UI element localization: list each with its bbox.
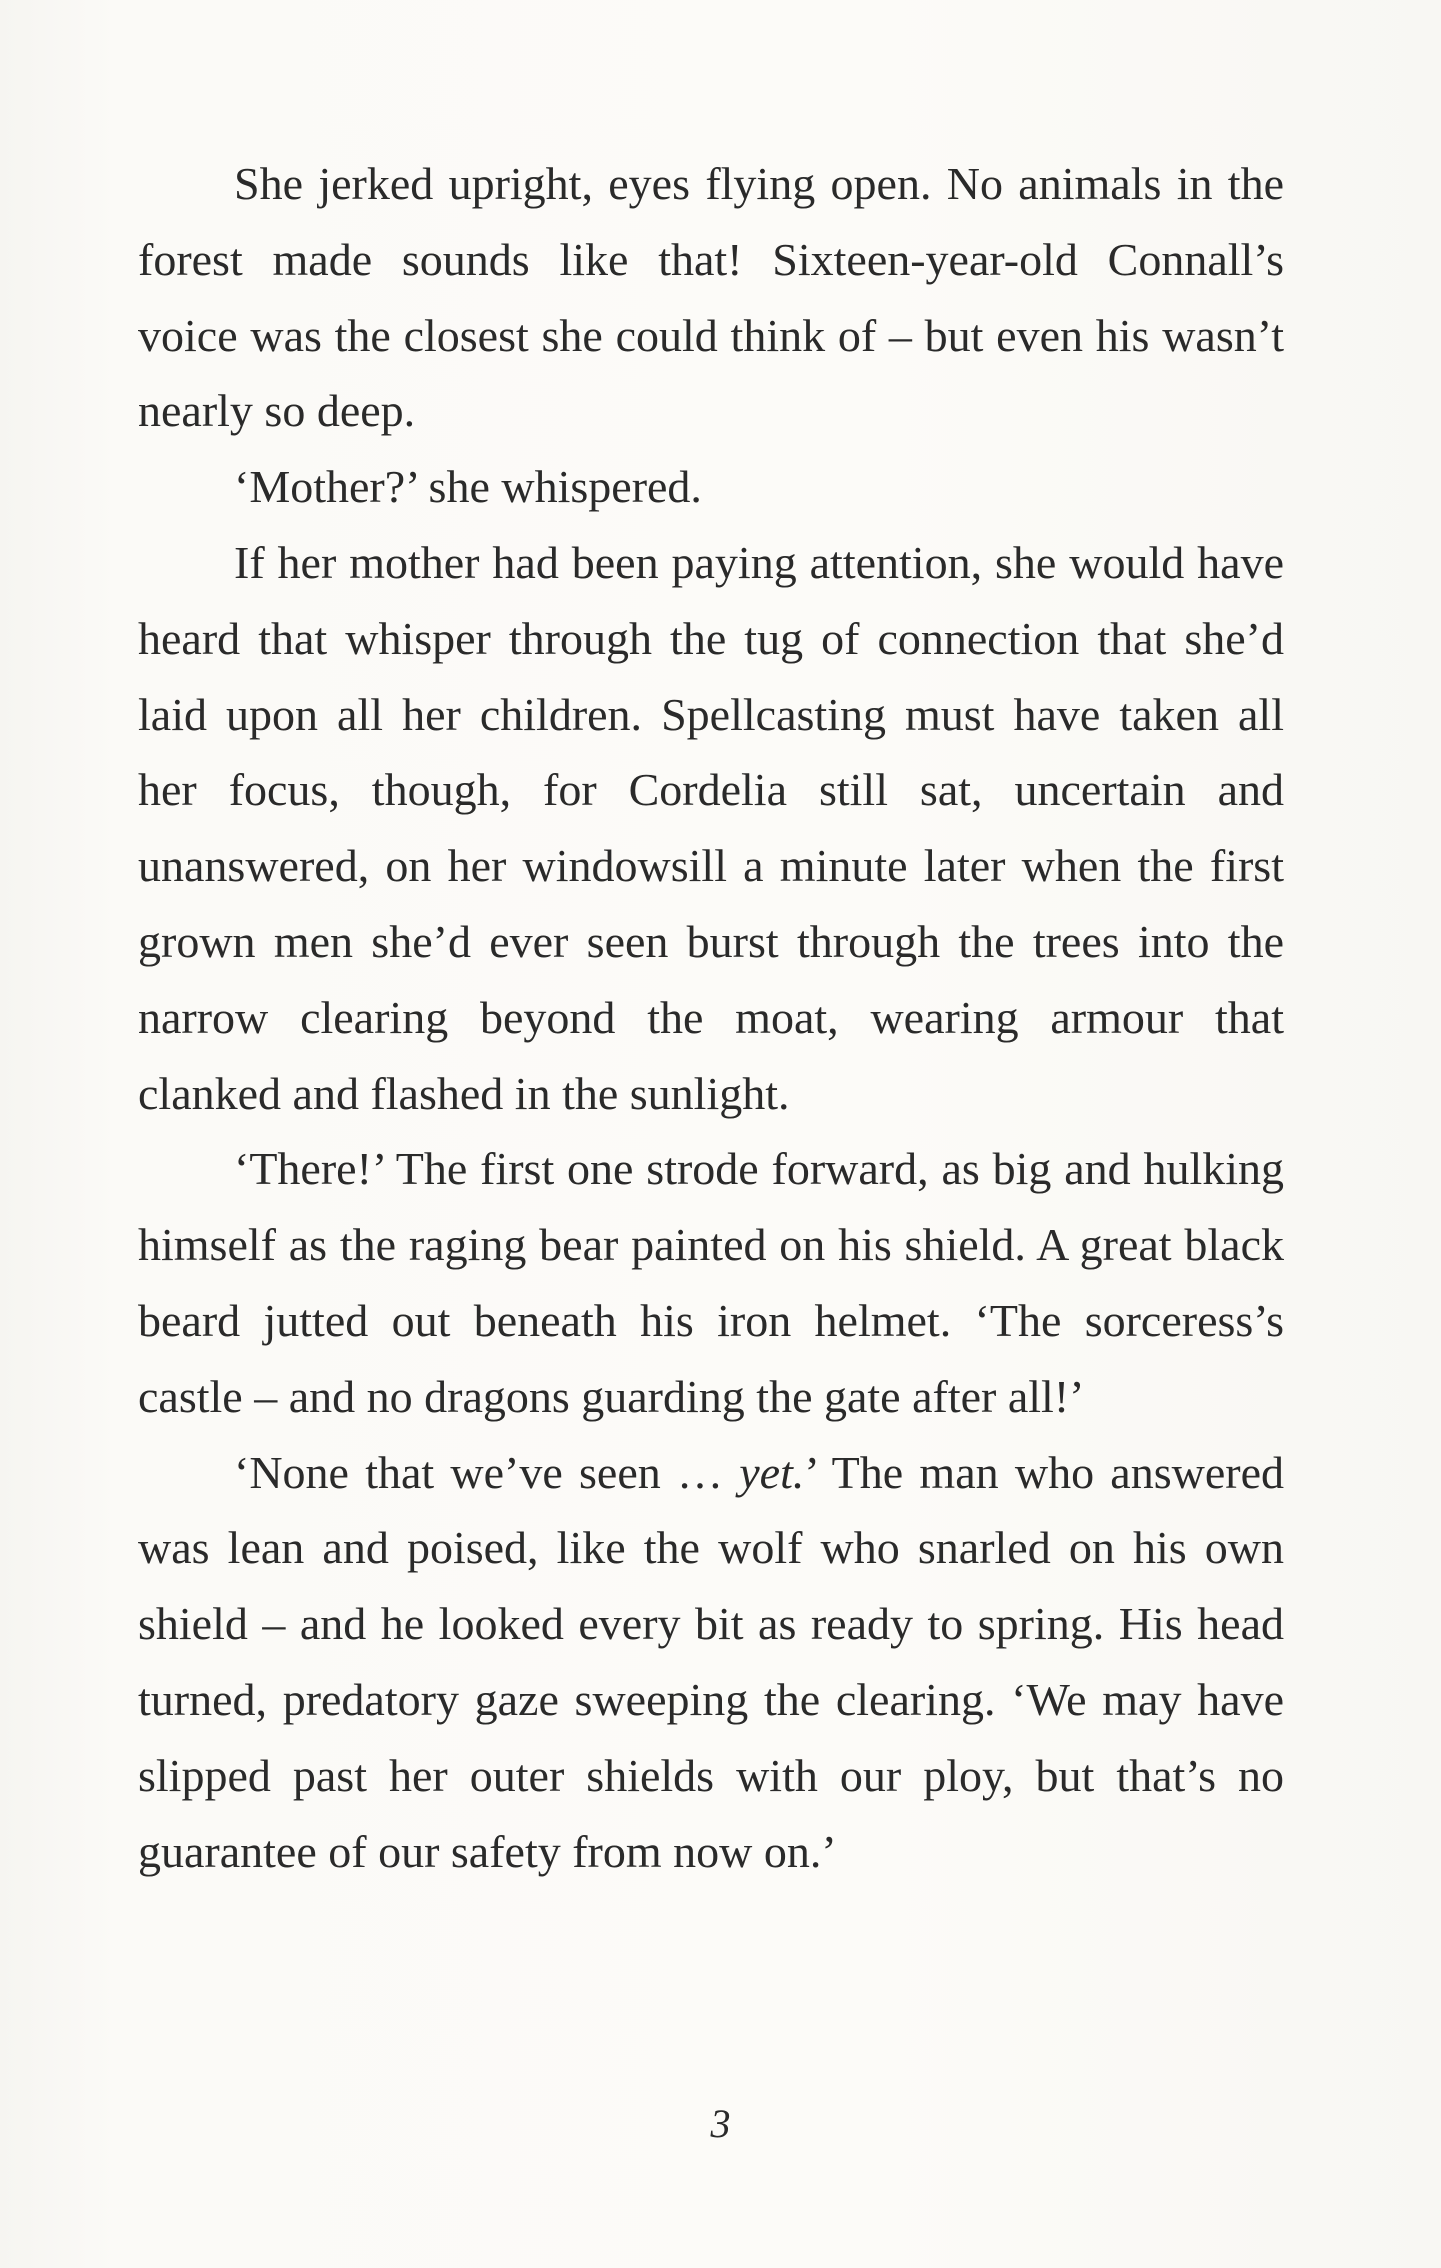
paragraph	[138, 1131, 1284, 1434]
paragraph	[138, 525, 1284, 1131]
paragraph-text: ‘There!’ The first one strode forward, as big and hulking himself as the raging bear painted on his shield. A great black beard jutted out beneath his iron helmet. ‘The sorceress’s castle – and no dragons guarding the gate after all!’	[138, 1143, 1284, 1422]
paragraph-text: ’ The man who answered was lean and poised, like the wolf who snarled on his own shield – and he looked every bit as ready to spring. His head turned, predatory gaze sweeping the clearing. ‘We may have slipped past her outer shields with our ploy, but that’s no guarantee of our safety from now on.’	[138, 1446, 1285, 1877]
italic-emphasis: yet.	[739, 1446, 805, 1498]
page-number: 3	[710, 2101, 731, 2146]
paragraph	[138, 146, 1284, 449]
paragraph	[138, 1435, 1284, 1890]
paragraph-text: ‘None that we’ve seen …	[234, 1446, 740, 1498]
body-text	[138, 146, 1284, 1889]
paragraph-text: ‘Mother?’ she whispered.	[234, 461, 702, 513]
paragraph-text: She jerked upright, eyes flying open. No animals in the forest made sounds like that! Sixteen-year-old Connall’s voice was the closest she could think of – but even his wasn’t nearly so deep.	[138, 158, 1284, 437]
paragraph	[138, 449, 1284, 525]
paragraph-text: If her mother had been paying attention, she would have heard that whisper through the tug of connection that she’d laid upon all her children. Spellcasting must have taken all her focus, though, for Cordelia still sat, uncertain and unanswered, on her windowsill a minute later when the first grown men she’d ever seen burst through the trees into the narrow clearing beyond the moat, wearing armour that clanked and flashed in the sunlight.	[138, 536, 1284, 1119]
